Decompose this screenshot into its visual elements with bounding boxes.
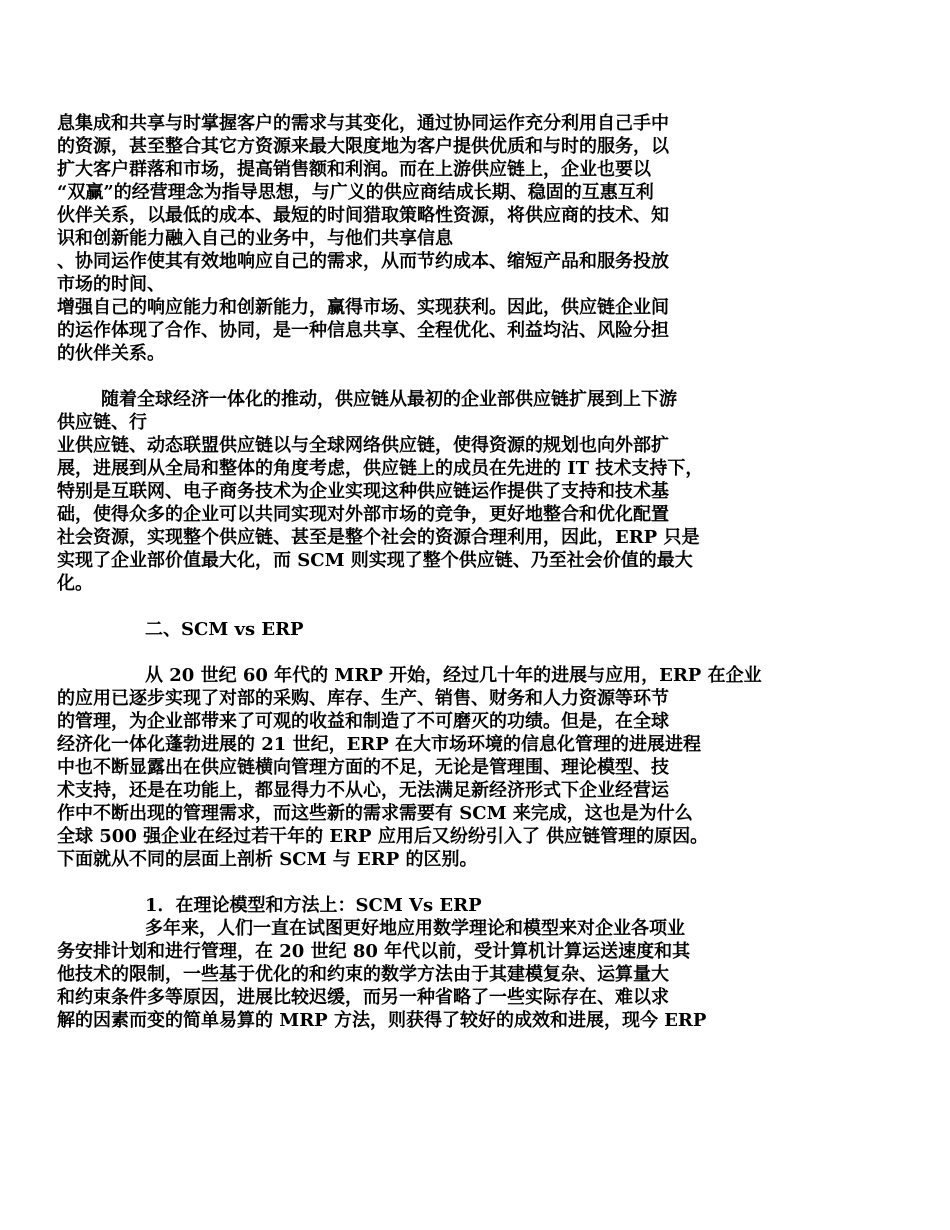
paragraph-line: 经济化一体化蓬勃进展的 21 世纪，ERP 在大市场环境的信息化管理的进展进程: [57, 734, 702, 755]
paragraph-line: 实现了企业部价值最大化，而 SCM 则实现了整个供应链、乃至社会价值的最大: [57, 550, 693, 571]
paragraph-line: 社会资源，实现整个供应链、甚至是整个社会的资源合理利用，因此，ERP 只是: [57, 527, 700, 548]
paragraph-gap: [57, 595, 887, 618]
paragraph-gap: [57, 641, 887, 664]
paragraph-line: 伙伴关系，以最低的成本、最短的时间猎取策略性资源，将供应商的技术、知: [57, 205, 669, 226]
paragraph-line: 的资源，甚至整合其它方资源来最大限度地为客户提供优质和与时的服务，以: [57, 136, 669, 157]
paragraph-line: 识和创新能力融入自己的业务中，与他们共享信息: [57, 228, 453, 249]
paragraph-line: 的管理，为企业部带来了可观的收益和制造了不可磨灭的功绩。但是，在全球: [57, 711, 669, 732]
paragraph-line: 中也不断显露出在供应链横向管理方面的不足，无论是管理围、理论模型、技: [57, 757, 669, 778]
paragraph-line: 下面就从不同的层面上剖析 SCM 与 ERP 的区别。: [57, 849, 478, 870]
paragraph-line: 息集成和共享与时掌握客户的需求与其变化，通过协同运作充分利用自己手中: [57, 113, 669, 134]
paragraph-line: 、协同运作使其有效地响应自己的需求，从而节约成本、缩短产品和服务投放: [57, 251, 669, 272]
paragraph-line: 的运作体现了合作、协同，是一种信息共享、全程优化、利益均沾、风险分担: [57, 320, 669, 341]
paragraph-line: 的应用已逐步实现了对部的采购、库存、生产、销售、财务和人力资源等环节: [57, 688, 669, 709]
paragraph-line: 展，进展到从全局和整体的角度考虑，供应链上的成员在先进的 IT 技术支持下，: [57, 458, 704, 479]
document-body: [57, 112, 887, 1032]
paragraph-line: “双赢”的经营理念为指导思想，与广义的供应商结成长期、稳固的互惠互利: [57, 182, 654, 203]
paragraph-line: 作中不断出现的管理需求，而这些新的需求需要有 SCM 来完成，这也是为什么: [57, 803, 693, 824]
paragraph-line: 从 20 世纪 60 年代的 MRP 开始，经过几十年的进展与应用，ERP 在企业: [145, 665, 762, 686]
paragraph-line: 务安排计划和进行管理，在 20 世纪 80 年代以前，受计算机计算运送速度和其: [57, 941, 691, 962]
paragraph-line: 解的因素而变的简单易算的 MRP 方法，则获得了较好的成效和进展，现今 ERP: [57, 1010, 707, 1031]
paragraph-line: 特别是互联网、电子商务技术为企业实现这种供应链运作提供了支持和技术基: [57, 481, 669, 502]
paragraph-line: 增强自己的响应能力和创新能力，赢得市场、实现获利。因此，供应链企业间: [57, 297, 669, 318]
paragraph-line: 业供应链、动态联盟供应链以与全球网络供应链，使得资源的规划也向外部扩: [57, 435, 669, 456]
section-heading: 二、SCM vs ERP: [145, 619, 304, 640]
paragraph-line: 他技术的限制，一些基于优化的和约束的数学方法由于其建模复杂、运算量大: [57, 964, 669, 985]
paragraph-gap: [57, 365, 887, 388]
paragraph-line: 供应链、行: [57, 412, 147, 433]
paragraph-line: 术支持，还是在功能上，都显得力不从心，无法满足新经济形式下企业经营运: [57, 780, 669, 801]
paragraph-line: 多年来，人们一直在试图更好地应用数学理论和模型来对企业各项业: [145, 918, 685, 939]
paragraph-gap: [57, 871, 887, 894]
subsection-heading: 1．在理论模型和方法上：SCM Vs ERP: [145, 895, 482, 916]
paragraph-line: 随着全球经济一体化的推动，供应链从最初的企业部供应链扩展到上下游: [101, 389, 677, 410]
paragraph-line: 和约束条件多等原因，进展比较迟缓，而另一种省略了一些实际存在、难以求: [57, 987, 669, 1008]
paragraph-line: 全球 500 强企业在经过若干年的 ERP 应用后又纷纷引入了 供应链管理的原因。: [57, 826, 709, 847]
paragraph-line: 化。: [57, 573, 93, 594]
paragraph-line: 市场的时间、: [57, 274, 165, 295]
paragraph-line: 的伙伴关系。: [57, 343, 165, 364]
paragraph-line: 础，使得众多的企业可以共同实现对外部市场的竞争，更好地整合和优化配置: [57, 504, 669, 525]
paragraph-line: 扩大客户群落和市场，提高销售额和利润。而在上游供应链上，企业也要以: [57, 159, 651, 180]
